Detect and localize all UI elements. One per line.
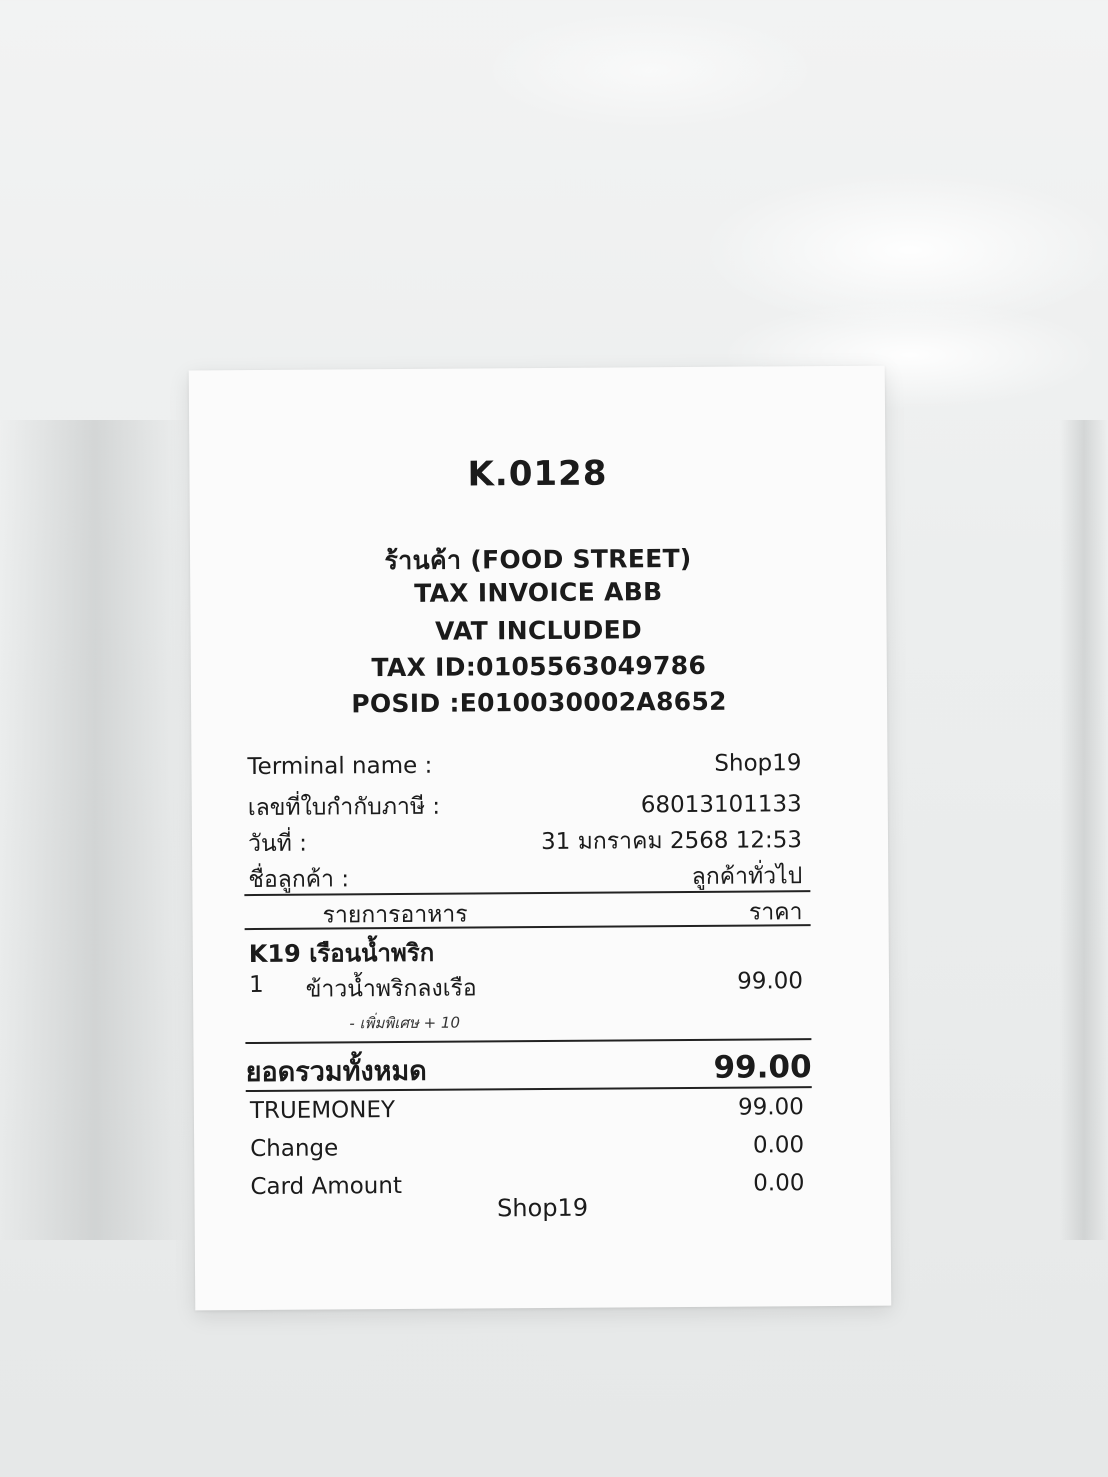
date-row — [248, 822, 802, 862]
date-value: 31 มกราคม 2568 12:53 — [541, 827, 803, 855]
header-pos-id: POSID :E010030002A8652 — [351, 686, 727, 719]
header-tax-id: TAX ID:0105563049786 — [371, 650, 707, 683]
terminal-row — [247, 750, 801, 780]
terminal-value: Shop19 — [714, 750, 802, 777]
customer-label: ชื่อลูกค้า : — [248, 866, 350, 894]
item-row — [249, 968, 803, 1008]
total-label: ยอดรวมทั้งหมด — [245, 1055, 427, 1089]
invoice-row — [248, 786, 802, 826]
shop-line: K19 เรือนน้ำพริก — [248, 938, 435, 969]
glare-reflection — [480, 10, 820, 130]
background-shadow — [0, 420, 190, 1240]
change-row — [250, 1132, 804, 1162]
card-amount-label: Card Amount — [250, 1172, 403, 1201]
background-shadow — [1060, 420, 1108, 1240]
receipt-footer: Shop19 — [497, 1193, 589, 1223]
payment-row — [250, 1094, 804, 1124]
header-tax-invoice: TAX INVOICE ABB — [414, 577, 663, 608]
item-name: ข้าวน้ำพริกลงเรือ — [305, 975, 477, 1003]
change-value: 0.00 — [752, 1132, 805, 1159]
payment-value: 99.00 — [737, 1094, 804, 1121]
terminal-label: Terminal name : — [247, 752, 433, 781]
header-vat: VAT INCLUDED — [434, 615, 643, 646]
column-header-price: ราคา — [748, 899, 803, 926]
column-header-item: รายการอาหาร — [322, 901, 468, 929]
item-qty: 1 — [248, 971, 264, 999]
receipt-code: K.0128 — [467, 453, 608, 495]
date-label: วันที่ : — [247, 830, 307, 858]
divider — [245, 1038, 811, 1044]
item-price: 99.00 — [737, 968, 804, 995]
customer-value: ลูกค้าทั่วไป — [691, 863, 803, 890]
header-shop-name: ร้านค้า (FOOD STREET) — [384, 543, 692, 576]
change-label: Change — [250, 1135, 339, 1163]
invoice-label: เลขที่ใบกำกับภาษี : — [247, 793, 441, 822]
item-note: - เพิ่มพิเศษ + 10 — [349, 1013, 461, 1033]
invoice-value: 68013101133 — [640, 791, 802, 819]
item-left — [249, 970, 477, 1008]
card-amount-value: 0.00 — [753, 1170, 805, 1197]
receipt-paper — [189, 366, 892, 1311]
shop-line-row — [249, 930, 803, 973]
total-value: 99.00 — [713, 1049, 812, 1086]
payment-label: TRUEMONEY — [249, 1097, 396, 1125]
